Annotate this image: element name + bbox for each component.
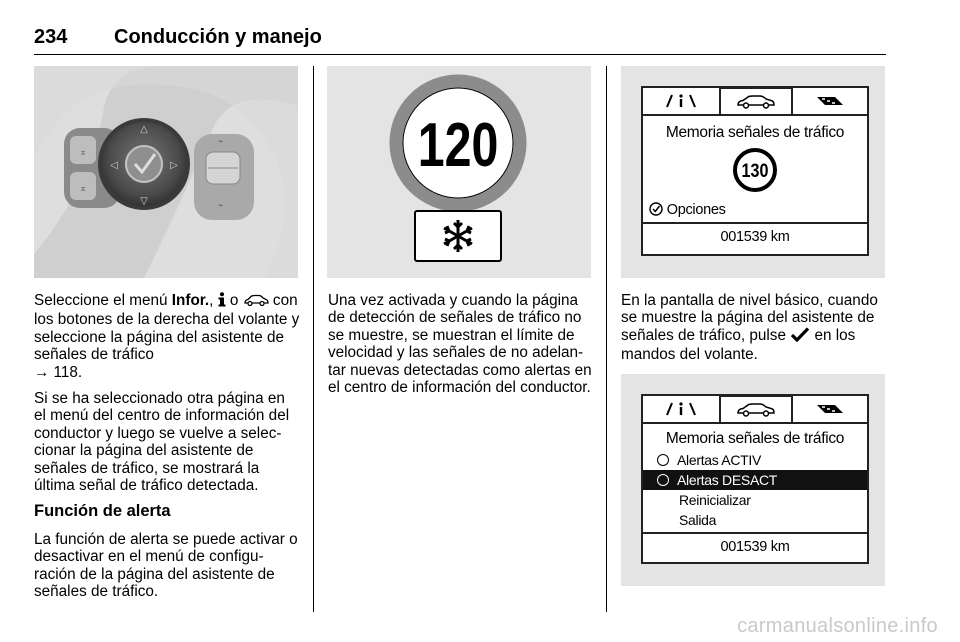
section-heading-alert-function: Función de alerta <box>34 502 171 521</box>
checkmark-icon <box>790 327 810 346</box>
paragraph-reselect-page: Si se ha seleccionado otra página en el menú del centro de información del conductor y luego se vuelve a selec‐cionar la página del asistente de señales de tráfico, se mostrará la última señal de tráfico detectada. <box>34 390 290 495</box>
svg-text:⌁: ⌁ <box>218 136 224 146</box>
odometer-readout: 001539 km <box>643 532 867 560</box>
road-info-icon <box>661 93 701 109</box>
svg-text:△: △ <box>140 124 148 135</box>
column-3-text <box>621 292 887 373</box>
svg-text:◁: ◁ <box>110 160 118 171</box>
column-1-text <box>34 292 300 610</box>
driver-info-display-menu <box>641 394 869 564</box>
tab-traffic-sign-icon <box>793 396 867 422</box>
tab-car-icon <box>719 87 793 114</box>
steering-wheel-illustration <box>34 66 298 278</box>
speed-limit-sign-figure <box>327 66 591 278</box>
menu-item-alerts-on[interactable]: Alertas ACTIV <box>643 450 867 470</box>
svg-text:⌁: ⌁ <box>218 200 224 210</box>
detected-sign <box>643 142 867 198</box>
svg-text:130: 130 <box>741 159 769 182</box>
tab-car-icon <box>719 395 793 422</box>
paragraph-alert-function: La función de alerta se puede activar o desactivar en el menú de configu‐ración de la página del asistente de señales de tráfico. <box>34 530 298 601</box>
speed-sign-tab-icon <box>813 94 847 108</box>
road-info-icon <box>661 401 701 417</box>
display-traffic-sign-memory-figure <box>621 66 885 278</box>
page-title: Conducción y manejo <box>114 26 322 48</box>
column-divider <box>313 66 314 612</box>
menu-name-info: Infor. <box>171 292 210 309</box>
tab-traffic-sign-icon <box>793 88 867 114</box>
speed-limit-130-sign <box>733 148 777 192</box>
paragraph-select-menu: Seleccione el menú Infor., o con los botones de la derecha del volante y seleccione la página del asistente de señales de tráfico → 118. <box>34 292 300 381</box>
menu-item-reset[interactable]: Reinicializar <box>679 492 751 508</box>
driver-info-display <box>641 86 869 256</box>
display-tabs <box>643 88 867 116</box>
display-tabs <box>643 396 867 424</box>
car-icon <box>735 402 777 418</box>
page-number: 234 <box>34 26 68 48</box>
speed-sign-tab-icon <box>813 402 847 416</box>
display-alert-settings-figure <box>621 374 885 586</box>
column-2-text <box>328 292 594 405</box>
svg-text:▽: ▽ <box>140 196 148 207</box>
car-icon <box>735 94 777 110</box>
menu-item-exit[interactable]: Salida <box>679 512 717 528</box>
menu-item-alerts-off[interactable]: Alertas DESACT <box>643 470 867 490</box>
info-icon <box>218 292 226 311</box>
svg-text:⌅: ⌅ <box>79 183 87 193</box>
car-icon <box>243 294 269 311</box>
steering-wheel-controls-figure <box>34 66 298 278</box>
radio-icon <box>657 454 669 466</box>
speed-sign-illustration <box>327 66 591 278</box>
paragraph-alerts-shown: Una vez activada y cuando la página de detección de señales de tráfico no se muestre, se muestran el límite de velocidad y las señales de no adelan‐tar nuevas detectadas como alertas en el centro de información del conductor. <box>328 292 592 397</box>
watermark: carmanualsonline.info <box>737 615 938 637</box>
tab-road-icon <box>643 396 719 422</box>
speed-limit-value: 120 <box>417 110 499 180</box>
options-label: Opciones <box>666 202 726 218</box>
tab-road-icon <box>643 88 719 114</box>
radio-icon <box>657 474 669 486</box>
page-header <box>34 26 886 55</box>
check-circle-icon <box>649 202 663 218</box>
odometer-readout: 001539 km <box>720 229 790 245</box>
page-reference-arrow-icon: → <box>34 363 50 381</box>
display-title: Memoria señales de tráfico <box>665 124 845 141</box>
svg-text:⌅: ⌅ <box>79 147 87 157</box>
display-title: Memoria señales de tráfico <box>665 430 845 447</box>
options-row <box>643 198 867 224</box>
column-divider <box>606 66 607 612</box>
svg-text:▷: ▷ <box>170 160 178 171</box>
paragraph-press-check: En la pantalla de nivel básico, cuando se muestre la página del asistente de señales de tráfico, pulse en los mandos del volante. <box>621 292 878 364</box>
